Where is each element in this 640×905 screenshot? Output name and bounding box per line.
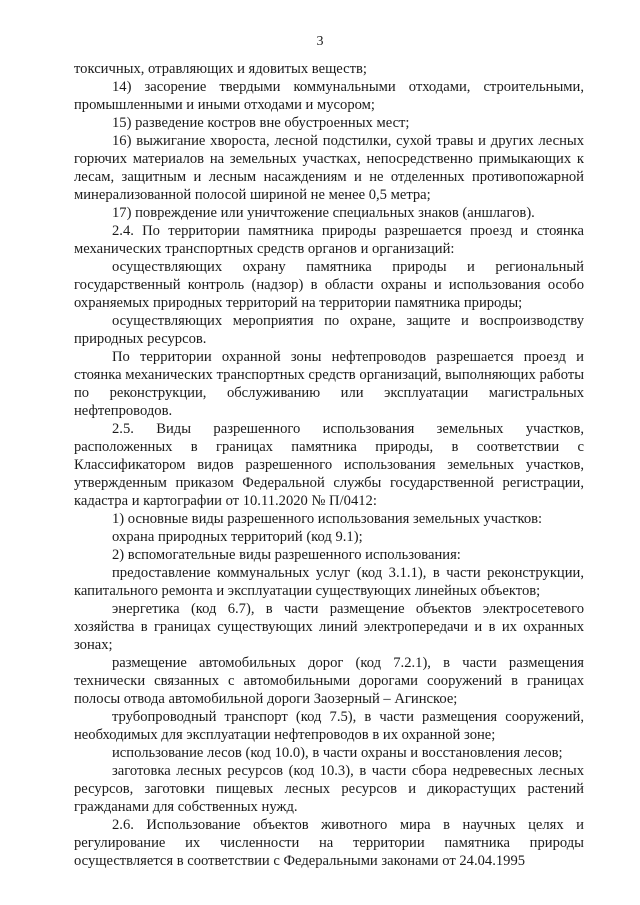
paragraph: 1) основные виды разрешенного использования земельных участков: [112,511,543,527]
paragraph: осуществляющих охрану памятника природы и региональный государственный контроль (надзор) в области охраны и использования особо охраняемых природных территорий на территории памятника природы; [74,259,584,311]
paragraph: энергетика (код 6.7), в части размещение объектов электросетевого хозяйства в границах существующих линий электропередачи и в их охранных зонах; [74,601,584,653]
paragraph: 16) выжигание хвороста, лесной подстилки, сухой травы и других лесных горючих материалов на земельных участках, непосредственно примыкающих к лесам, защитным и лесным насаждениям и не отделенных противопожарной минерализованной полосой шириной не менее 0,5 метра; [74,133,584,203]
paragraph: 2) вспомогательные виды разрешенного использования: [112,547,461,563]
paragraph: 2.5. Виды разрешенного использования земельных участков, расположенных в границах памятника природы, в соответствии с Классификатором видов разрешенного использования земельных участков, утвержденным приказом Федеральной службы государственной регистрации, кадастра и картографии от 10.11.2020 № П/0412: [74,421,584,509]
paragraph: 14) засорение твердыми коммунальными отходами, строительными, промышленными и иными отходами и мусором; [74,79,584,113]
paragraph: трубопроводный транспорт (код 7.5), в части размещения сооружений, необходимых для эксплуатации нефтепроводов в их охранной зоне; [74,709,584,743]
paragraph: 2.6. Использование объектов животного мира в научных целях и регулирование их численности на территории памятника природы осуществляется в соответствии с Федеральными законами от 24.04.1995 [74,817,584,869]
document-body [74,60,584,870]
paragraph: размещение автомобильных дорог (код 7.2.1), в части размещения технически связанных с автомобильными дорогами сооружений в границах полосы отвода автомобильной дороги Заозерный – Агинское; [74,655,584,707]
paragraph: 2.4. По территории памятника природы разрешается проезд и стоянка механических транспортных средств органов и организаций: [74,223,584,257]
paragraph: 15) разведение костров вне обустроенных мест; [112,115,410,131]
paragraph: осуществляющих мероприятия по охране, защите и воспроизводству природных ресурсов. [74,313,584,347]
page-number: 3 [316,34,324,49]
paragraph: заготовка лесных ресурсов (код 10.3), в части сбора недревесных лесных ресурсов, заготовки пищевых лесных ресурсов и дикорастущих растений гражданами для собственных нужд. [74,763,584,815]
paragraph: 17) повреждение или уничтожение специальных знаков (аншлагов). [112,205,535,221]
paragraph: охрана природных территорий (код 9.1); [112,529,363,545]
paragraph: По территории охранной зоны нефтепроводов разрешается проезд и стоянка механических транспортных средств организаций, выполняющих работы по реконструкции, обслуживанию или эксплуатации магистральных нефтепроводов. [74,349,584,419]
paragraph: токсичных, отравляющих и ядовитых веществ; [74,61,367,77]
paragraph: использование лесов (код 10.0), в части охраны и восстановления лесов; [112,745,563,761]
paragraph: предоставление коммунальных услуг (код 3.1.1), в части реконструкции, капитального ремонта и эксплуатации существующих линейных объектов; [74,565,584,599]
